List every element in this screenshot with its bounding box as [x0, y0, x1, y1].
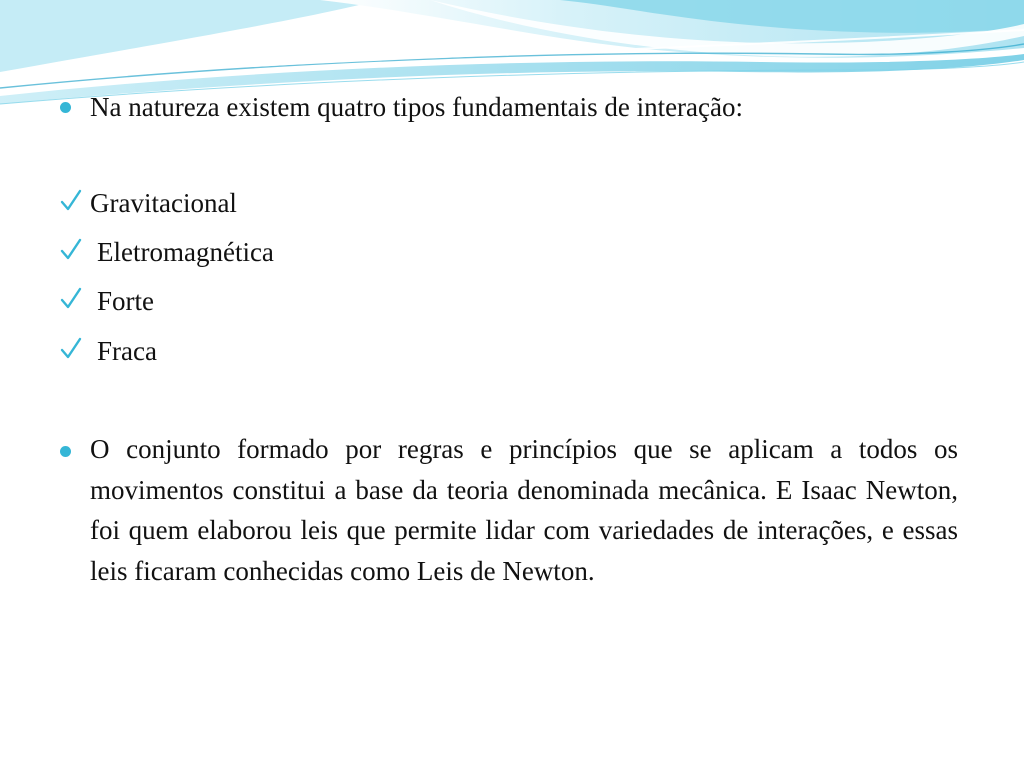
interaction-label: Eletromagnética [97, 237, 274, 267]
check-mark-icon [60, 283, 82, 313]
interaction-label: Forte [97, 286, 154, 316]
dot-bullet-icon [60, 102, 71, 113]
check-mark-icon [60, 185, 82, 215]
intro-bullet-text: Na natureza existem quatro tipos fundamentais de interação: [90, 92, 743, 122]
paragraph-bullet-text: O conjunto formado por regras e princípios que se aplicam a todos os movimentos constitui a base da teoria denominada mecânica. E Isaac Newton, foi quem elaborou leis que permite lidar com variedades de interações, e essas leis ficaram conhecidas como Leis de Newton. [90, 434, 958, 586]
interaction-label: Gravitacional [90, 188, 237, 218]
check-mark-icon [60, 333, 82, 363]
dot-bullet-icon [60, 446, 71, 457]
interaction-label: Fraca [97, 336, 157, 366]
check-mark-icon [60, 234, 82, 264]
